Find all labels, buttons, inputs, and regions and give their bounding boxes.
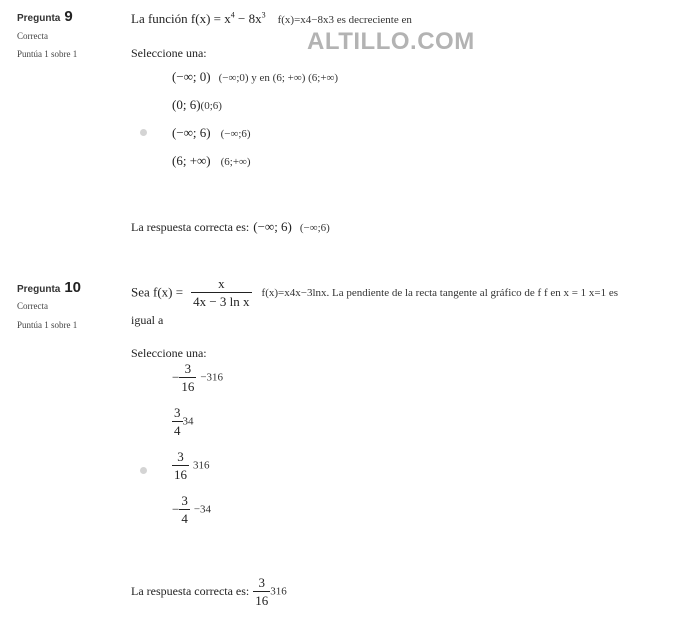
radio-selected[interactable] xyxy=(140,467,147,474)
answer-label: La respuesta correcta es: xyxy=(131,220,250,234)
option-sign: − xyxy=(172,369,180,385)
option-text: (−∞;0) y en (6; +∞) (6;+∞) xyxy=(218,72,339,84)
answer-text: 316 xyxy=(270,585,287,598)
prompt-math: La función $f(x) = x^4 - 8x^3$ xyxy=(131,10,266,26)
question-prompt xyxy=(131,277,618,308)
option-fraction: $\frac{3}{16}$ xyxy=(181,361,195,394)
question-label: Pregunta xyxy=(17,13,61,24)
answer-text: (−∞;6) xyxy=(299,222,330,234)
option-text: −34 xyxy=(193,503,212,516)
option-math: (6; +∞) xyxy=(172,153,211,168)
option-text: (0;6) xyxy=(200,100,222,112)
question-label: Pregunta xyxy=(17,284,61,295)
radio-selected[interactable] xyxy=(140,129,147,136)
option-3[interactable] xyxy=(172,124,251,142)
option-text: (6;+∞) xyxy=(220,156,251,168)
question-number: 9 xyxy=(64,8,73,25)
question-header xyxy=(17,279,81,297)
option-1[interactable] xyxy=(172,68,338,86)
option-sign: − xyxy=(172,501,180,517)
question-number: 10 xyxy=(64,279,82,296)
option-3[interactable] xyxy=(172,450,210,481)
question-header xyxy=(17,8,73,26)
answer-label: La respuesta correcta es: xyxy=(131,584,250,598)
option-4[interactable] xyxy=(172,152,251,170)
option-fraction: $\frac{3}{4}$ xyxy=(181,493,188,526)
select-label: Seleccione una: xyxy=(131,346,207,360)
option-text: 316 xyxy=(193,459,210,472)
watermark-logo: ALTILLO.COM xyxy=(307,28,475,55)
prompt-text: f(x)=x4−8x3 es decreciente en xyxy=(277,14,412,26)
prompt-fraction: $\frac{x}{\text{4x − 3 ln x}}$ xyxy=(193,276,250,309)
option-math: (−∞; 6) xyxy=(172,125,211,140)
question-status: Correcta xyxy=(17,31,48,41)
question-score: Puntúa 1 sobre 1 xyxy=(17,320,78,330)
option-fraction: $\frac{3}{4}$ xyxy=(174,405,181,438)
option-math: (−∞; 0) xyxy=(172,69,211,84)
option-text: (−∞;6) xyxy=(220,128,251,140)
option-math: (0; 6) xyxy=(172,97,201,112)
option-4[interactable] xyxy=(172,494,211,525)
correct-answer xyxy=(131,218,330,236)
correct-answer xyxy=(131,576,287,607)
option-2[interactable] xyxy=(172,406,194,437)
prompt-continuation: igual a xyxy=(131,313,164,327)
question-score: Puntúa 1 sobre 1 xyxy=(17,49,78,59)
option-text: 34 xyxy=(182,415,194,428)
option-2[interactable] xyxy=(172,96,222,114)
prompt-math: Sea f(x) = xyxy=(131,284,184,300)
option-1[interactable] xyxy=(172,362,223,393)
answer-math: (−∞; 6) xyxy=(253,219,292,234)
option-text: −316 xyxy=(200,371,224,384)
prompt-text: f(x)=x4x−3lnx. La pendiente de la recta tangente al gráfico de f f en x = 1 x=1 es xyxy=(261,286,619,299)
question-prompt xyxy=(131,10,412,28)
select-label: Seleccione una: xyxy=(131,46,207,60)
question-status: Correcta xyxy=(17,301,48,311)
answer-fraction: $\frac{3}{16}$ xyxy=(255,575,269,608)
option-fraction: $\frac{3}{16}$ xyxy=(174,449,187,482)
